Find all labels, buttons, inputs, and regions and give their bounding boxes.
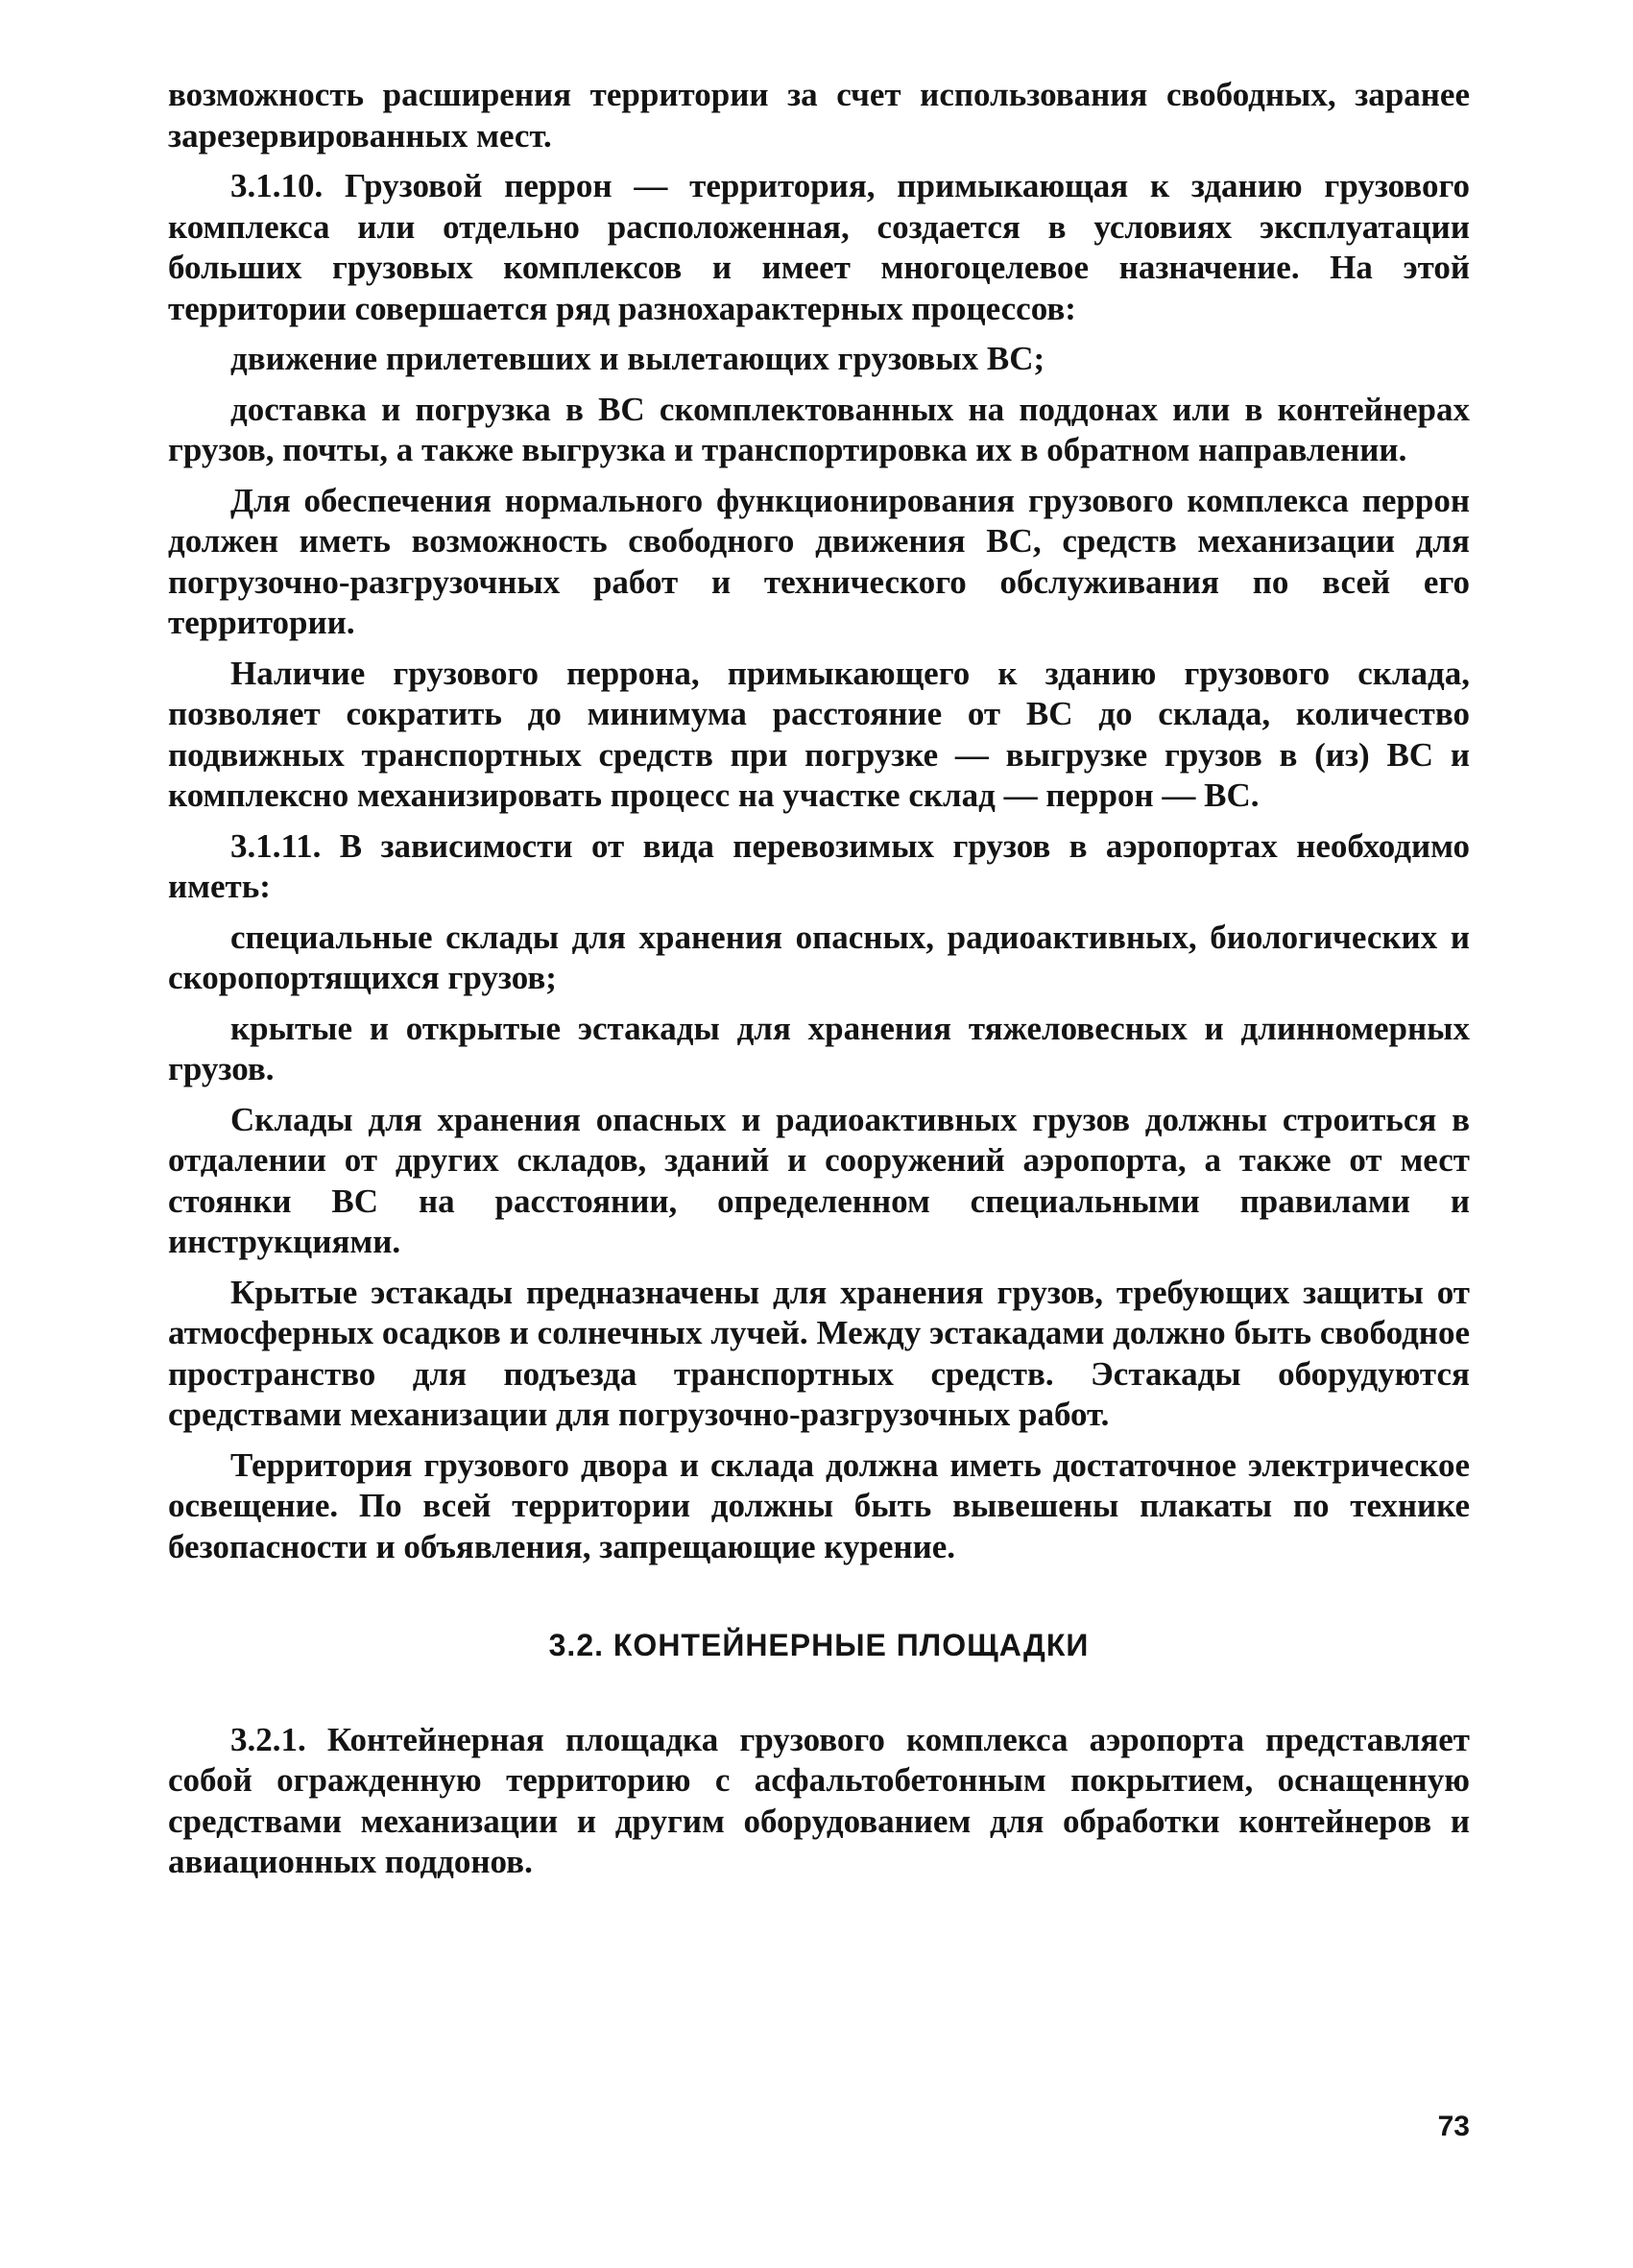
paragraph-list-item-movement: движение прилетевших и вылетающих грузовых ВС; (230, 340, 1045, 377)
paragraph-hazardous-warehouses: Склады для хранения опасных и радиоактивных грузов должны строиться в отдалении от других складов, зданий и сооружений аэропорта, а также от мест стоянки ВС на расстоянии, определенном специальными правилами и инструкциями. (168, 1100, 1470, 1260)
page-number: 73 (1437, 2111, 1470, 2142)
paragraph-perron-requirements: Для обеспечения нормального функционирования грузового комплекса перрон должен иметь возможность свободного движения ВС, средств механизации для погрузочно-разгрузочных работ и технического обслуживания по всей его территории. (168, 481, 1470, 641)
body-text-upper (168, 75, 1470, 1567)
paragraph-perron-benefits: Наличие грузового перрона, примыкающего к зданию грузового склада, позволяет сократить до минимума расстояние от ВС до склада, количество подвижных транспортных средств при погрузке — выгрузке грузов в (из) ВС и комплексно механизировать процесс на участке склад — перрон — ВС. (168, 654, 1470, 814)
paragraph-3-1-11: 3.1.11. В зависимости от вида перевозимых грузов в аэропортах необходимо иметь: (168, 826, 1470, 905)
paragraph-list-item-special-warehouses: специальные склады для хранения опасных, радиоактивных, биологических и скоропортящихся грузов; (168, 918, 1470, 996)
paragraph-3-2-1: 3.2.1. Контейнерная площадка грузового комплекса аэропорта представляет собой огражденную территорию с асфальтобетонным покрытием, оснащенную средствами механизации и другим оборудованием для обработки контейнеров и авиационных поддонов. (168, 1720, 1470, 1880)
paragraph-covered-trestles: Крытые эстакады предназначены для хранения грузов, требующих защиты от атмосферных осадков и солнечных лучей. Между эстакадами должно быть свободное пространство для подъезда транспортных средств. Эстакады оборудуются средствами механизации для погрузочно-разгрузочных работ. (168, 1273, 1470, 1433)
section-heading: 3.2. КОНТЕЙНЕРНЫЕ ПЛОЩАДКИ (548, 1628, 1090, 1662)
paragraph-list-item-trestles: крытые и открытые эстакады для хранения тяжеловесных и длинномерных грузов. (168, 1009, 1470, 1087)
paragraph-list-item-delivery: доставка и погрузка в ВС скомплектованных на поддонах или в контейнерах грузов, почты, а также выгрузка и транспортировка их в обратном направлении. (168, 390, 1470, 468)
paragraph-lighting-safety: Территория грузового двора и склада должна иметь достаточное электрическое освещение. По всей территории должны быть вывешены плакаты по технике безопасности и объявления, запрещающие курение. (168, 1445, 1470, 1565)
paragraph-3-1-10: 3.1.10. Грузовой перрон — территория, примыкающая к зданию грузового комплекса или отдельно расположенная, создается в условиях эксплуатации больших грузовых комплексов и имеет многоцелевое назначение. На этой территории совершается ряд разнохарактерных процессов: (168, 167, 1470, 327)
body-text-section (168, 1720, 1470, 1883)
paragraph-continuation: возможность расширения территории за счет использования свободных, заранее зарезервированных мест. (168, 76, 1470, 155)
